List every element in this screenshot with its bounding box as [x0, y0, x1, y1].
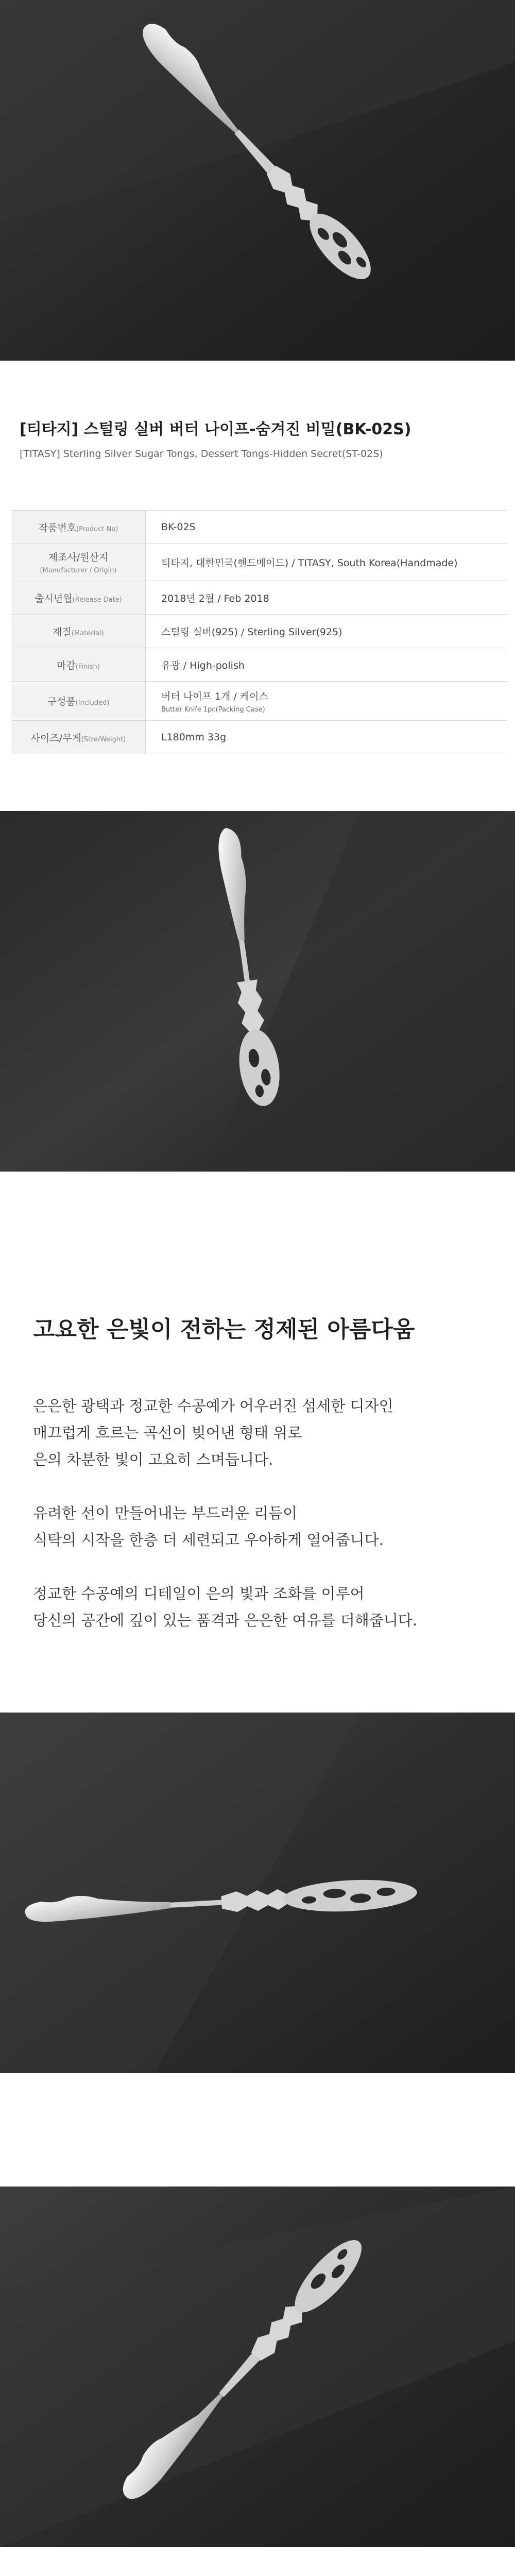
spec-label: 마감(Finish) — [11, 648, 146, 682]
product-photo-4 — [0, 2187, 515, 2547]
spec-label: 구성품(Included) — [11, 682, 146, 721]
story-paragraph: 정교한 수공예의 디테일이 은의 빛과 조화를 이루어 당신의 공간에 깊이 있는 품격과 은은한 여유를 더해줍니다. — [33, 1585, 418, 1629]
spec-value: 티타지, 대한민국(핸드메이드) / TITASY, South Korea(Handmade) — [146, 544, 507, 581]
table-row — [11, 721, 507, 754]
story-heading: 고요한 은빛이 전하는 정제된 아름다움 — [33, 1316, 415, 1343]
spacer — [0, 2547, 515, 2576]
table-row — [11, 581, 507, 615]
product-title: [티타지] 스털링 실버 버터 나이프-숨겨진 비밀(BK-02S) — [20, 420, 411, 438]
table-row — [11, 511, 507, 544]
spec-value: BK-02S — [146, 511, 507, 544]
table-row — [11, 544, 507, 581]
story-paragraph: 은은한 광택과 정교한 수공예가 어우러진 섬세한 디자인 매끄럽게 흐르는 곡선이 빚어낸 형태 위로 은의 차분한 빛이 고요히 스며듭니다. — [33, 1397, 393, 1468]
product-subtitle: [TITASY] Sterling Silver Sugar Tongs, Dessert Tongs-Hidden Secret(ST-02S) — [20, 448, 383, 460]
spec-table — [11, 510, 507, 754]
spec-section — [0, 470, 515, 811]
product-title-block — [0, 361, 515, 470]
product-photo-3 — [0, 1713, 515, 2073]
story-section — [0, 1172, 515, 1713]
spec-label: 재질(Material) — [11, 615, 146, 648]
product-photo-1 — [0, 0, 515, 361]
spec-label: 출시년월(Release Date) — [11, 581, 146, 615]
table-row — [11, 648, 507, 682]
spec-value: L180mm 33g — [146, 721, 507, 754]
spec-value: 유광 / High-polish — [146, 648, 507, 682]
spec-value: 버터 나이프 1개 / 케이스 Butter Knife 1pc(Packing Case) — [146, 682, 507, 721]
spec-label: 사이즈/무게(Size/Weight) — [11, 721, 146, 754]
spec-value: 2018년 2월 / Feb 2018 — [146, 581, 507, 615]
spec-label: 작품번호(Product No) — [11, 511, 146, 544]
product-photo-2 — [0, 811, 515, 1172]
spec-value: 스털링 실버(925) / Sterling Silver(925) — [146, 615, 507, 648]
spec-label: 제조사/원산지 (Manufacturer / Origin) — [11, 544, 146, 581]
table-row — [11, 682, 507, 721]
story-paragraph: 유려한 선이 만들어내는 부드러운 리듬이 식탁의 시작을 한층 더 세련되고 우아하게 열어줍니다. — [33, 1504, 384, 1549]
table-row — [11, 615, 507, 648]
spacer — [0, 2073, 515, 2187]
